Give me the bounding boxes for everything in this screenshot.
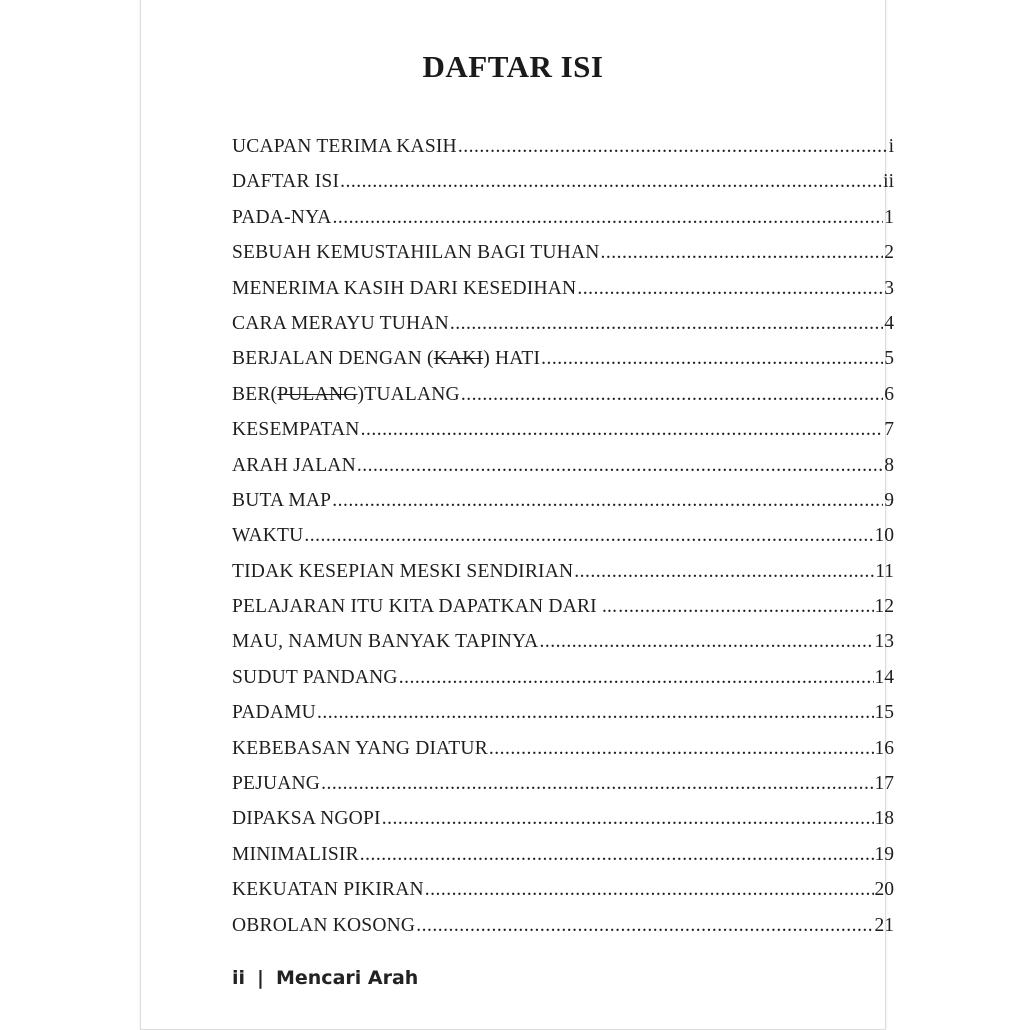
toc-entry-title xyxy=(232,200,331,235)
toc-entry-page-number: 7 xyxy=(884,419,894,441)
toc-entry-title-text: DAFTAR ISI xyxy=(232,171,340,193)
toc-entry-page-number: 17 xyxy=(874,773,894,795)
dot-leader xyxy=(340,164,882,199)
toc-entry-page-number: 8 xyxy=(884,454,894,476)
toc-entry xyxy=(232,483,894,518)
toc-entry-title-text: PADA-NYA xyxy=(232,206,332,228)
toc-entry-title-suffix: )TUALANG xyxy=(357,383,460,405)
toc-entry-page-number: 10 xyxy=(874,525,894,547)
toc-entry-title xyxy=(232,235,600,270)
toc-entry xyxy=(232,872,894,907)
dot-leader xyxy=(321,766,873,801)
toc-entry-title-text: DIPAKSA NGOPI xyxy=(232,808,381,830)
toc-entry xyxy=(232,164,894,199)
toc-entry-title-text: KESEMPATAN xyxy=(232,419,360,441)
toc-entry-title-text: TIDAK KESEPIAN MESKI SENDIRIAN xyxy=(232,560,574,582)
toc-entry-title-suffix: ) HATI xyxy=(483,348,541,370)
toc-entry-page-number: 19 xyxy=(874,843,894,865)
toc-entry-page-number: 18 xyxy=(874,808,894,830)
toc-entry-page-number: 12 xyxy=(874,596,894,618)
toc-entry-title xyxy=(232,483,331,518)
dot-leader xyxy=(332,200,883,235)
dot-leader xyxy=(601,235,884,270)
toc-entry-title-text: BER( xyxy=(232,383,278,405)
dot-leader xyxy=(541,341,883,376)
toc-entry xyxy=(232,448,894,483)
toc-entry xyxy=(232,412,894,447)
toc-entry-page-number: 11 xyxy=(875,560,894,582)
toc-entry-title-text: PADAMU xyxy=(232,702,316,724)
page-footer xyxy=(232,967,418,989)
dot-leader xyxy=(361,412,884,447)
toc-entry xyxy=(232,908,894,943)
toc-entry xyxy=(232,695,894,730)
dot-leader xyxy=(382,801,874,836)
toc-entry-title xyxy=(232,377,460,412)
footer-book-title: Mencari Arah xyxy=(275,967,419,989)
toc-entry-title-text: UCAPAN TERIMA KASIH xyxy=(232,136,457,157)
dot-leader xyxy=(461,377,883,412)
toc-entry xyxy=(232,731,894,766)
toc-entry-title-text: BERJALAN DENGAN ( xyxy=(232,348,434,370)
dot-leader xyxy=(332,483,883,518)
toc-entry xyxy=(232,129,894,164)
dot-leader xyxy=(489,731,874,766)
toc-entry xyxy=(232,801,894,836)
dot-leader xyxy=(304,518,873,553)
toc-entry-title xyxy=(232,129,457,164)
table-of-contents xyxy=(232,129,894,943)
toc-entry-title xyxy=(232,872,424,907)
toc-entry xyxy=(232,271,894,306)
toc-entry-title-text: CARA MERAYU TUHAN xyxy=(232,312,449,334)
toc-entry xyxy=(232,377,894,412)
toc-entry xyxy=(232,766,894,801)
dot-leader xyxy=(425,872,874,907)
toc-entry-title xyxy=(232,412,360,447)
toc-entry-title-text: KEBEBASAN YANG DIATUR xyxy=(232,737,488,759)
toc-entry-page-number: 3 xyxy=(884,277,894,299)
toc-entry-struck-text: KAKI xyxy=(433,348,484,370)
toc-entry-page-number: 4 xyxy=(884,312,894,334)
toc-entry-title-text: MENERIMA KASIH DARI KESEDIHAN xyxy=(232,277,577,299)
toc-entry-title xyxy=(232,908,415,943)
toc-entry xyxy=(232,200,894,235)
dot-leader xyxy=(360,837,874,872)
dot-leader xyxy=(458,129,888,164)
toc-entry xyxy=(232,660,894,695)
toc-entry-page-number: 20 xyxy=(874,879,894,901)
dot-leader xyxy=(317,695,874,730)
toc-entry-page-number: 9 xyxy=(884,489,894,511)
toc-entry-page-number: 6 xyxy=(884,383,894,405)
toc-entry-page-number: 16 xyxy=(874,737,894,759)
toc-entry xyxy=(232,624,894,659)
toc-entry-title xyxy=(232,448,356,483)
footer-page-number: ii xyxy=(232,967,246,989)
toc-entry-page-number: 1 xyxy=(884,206,894,228)
toc-entry xyxy=(232,235,894,270)
toc-entry-title xyxy=(232,624,538,659)
toc-entry-title xyxy=(232,164,339,199)
toc-entry-struck-text: PULANG xyxy=(277,383,358,405)
toc-entry-title xyxy=(232,801,381,836)
dot-leader xyxy=(618,589,873,624)
toc-entry-title-text: ARAH JALAN xyxy=(232,454,356,476)
toc-entry-title xyxy=(232,731,488,766)
dot-leader xyxy=(416,908,873,943)
toc-entry xyxy=(232,341,894,376)
toc-entry-title xyxy=(232,518,303,553)
toc-entry-title xyxy=(232,589,617,624)
toc-entry-title-text: MINIMALISIR xyxy=(232,843,359,865)
dot-leader xyxy=(574,554,874,589)
toc-entry xyxy=(232,837,894,872)
toc-entry-title xyxy=(232,554,573,589)
dot-leader xyxy=(357,448,883,483)
toc-entry-title-text: BUTA MAP xyxy=(232,489,332,511)
page-title: DAFTAR ISI xyxy=(422,49,604,84)
toc-entry-title-text: KEKUATAN PIKIRAN xyxy=(232,879,424,901)
toc-entry-title xyxy=(232,660,398,695)
toc-entry-title xyxy=(232,306,449,341)
toc-entry-page-number: ii xyxy=(883,171,894,193)
toc-entry xyxy=(232,306,894,341)
toc-entry-title-text: MAU, NAMUN BANYAK TAPINYA xyxy=(232,631,539,653)
dot-leader xyxy=(539,624,873,659)
toc-entry-title-text: PELAJARAN ITU KITA DAPATKAN DARI ... xyxy=(232,596,618,618)
toc-entry-title-text: SEBUAH KEMUSTAHILAN BAGI TUHAN xyxy=(232,242,600,264)
toc-entry-title xyxy=(232,271,576,306)
toc-entry-title-text: OBROLAN KOSONG xyxy=(232,914,416,936)
toc-entry-page-number: 21 xyxy=(874,914,894,936)
toc-entry-title xyxy=(232,837,359,872)
toc-entry-page-number: 13 xyxy=(874,631,894,653)
toc-entry xyxy=(232,518,894,553)
dot-leader xyxy=(450,306,883,341)
toc-entry-page-number: 2 xyxy=(884,242,894,264)
toc-entry-title xyxy=(232,341,540,376)
toc-entry-page-number: 15 xyxy=(874,702,894,724)
dot-leader xyxy=(577,271,883,306)
toc-entry-title xyxy=(232,766,320,801)
toc-entry-title-text: SUDUT PANDANG xyxy=(232,666,398,688)
dot-leader xyxy=(399,660,874,695)
toc-entry-title xyxy=(232,695,316,730)
toc-entry xyxy=(232,589,894,624)
footer-separator: | xyxy=(257,967,264,989)
toc-entry-page-number: i xyxy=(888,136,894,157)
toc-entry-title-text: PEJUANG xyxy=(232,773,321,795)
document-page xyxy=(140,0,894,1030)
toc-entry-title-text: WAKTU xyxy=(232,525,304,547)
toc-entry-page-number: 5 xyxy=(884,348,894,370)
toc-entry-page-number: 14 xyxy=(874,666,894,688)
toc-entry xyxy=(232,554,894,589)
